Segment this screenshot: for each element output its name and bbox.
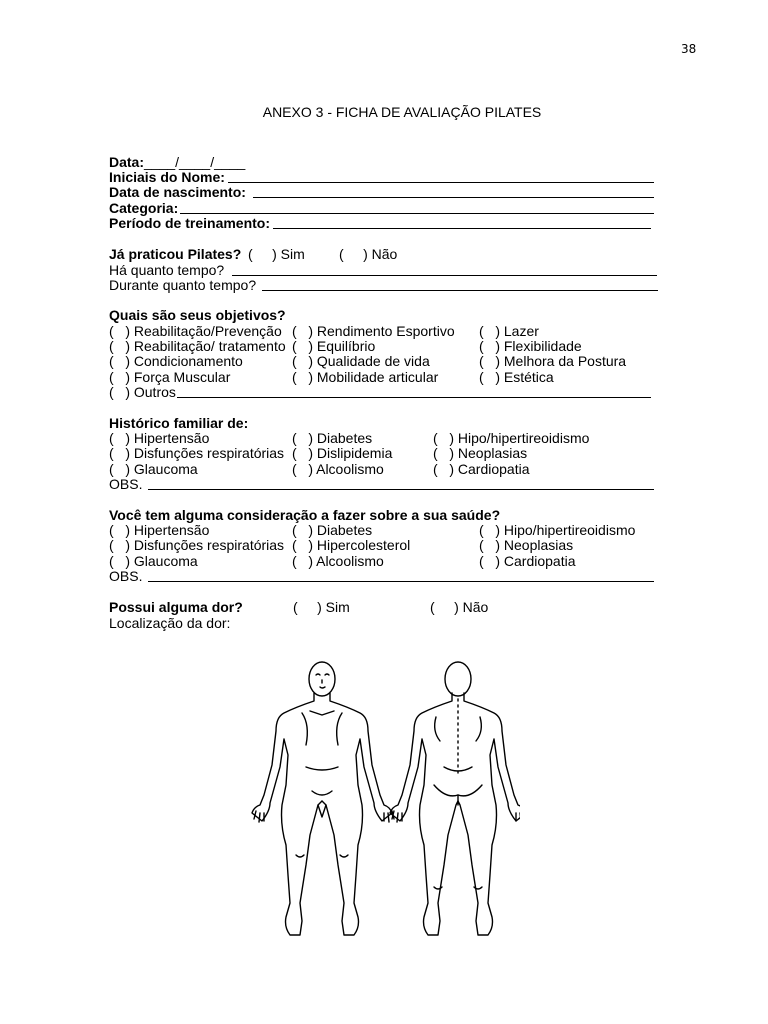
periodo-label: Período de treinamento: <box>109 215 271 231</box>
saude-hipertensao[interactable]: ( ) Hipertensão <box>109 522 210 538</box>
historico-cardiopatia[interactable]: ( ) Cardiopatia <box>433 461 530 477</box>
data-blanks: ____/____/____ <box>144 154 246 170</box>
page-number: 38 <box>681 42 697 56</box>
objetivo-forca-muscular[interactable]: ( ) Força Muscular <box>109 369 231 385</box>
saude-alcoolismo[interactable]: ( ) Alcoolismo <box>292 553 384 569</box>
page-title: ANEXO 3 - FICHA DE AVALIAÇÃO PILATES <box>262 104 542 120</box>
historico-dislipidemia[interactable]: ( ) Dislipidemia <box>292 445 393 461</box>
outros-line[interactable] <box>177 397 651 398</box>
durante-label: Durante quanto tempo? <box>109 277 257 293</box>
objetivo-condicionamento[interactable]: ( ) Condicionamento <box>109 353 243 369</box>
historico-hipo-hipertireoidismo[interactable]: ( ) Hipo/hipertireoidismo <box>433 430 590 446</box>
saude-diabetes[interactable]: ( ) Diabetes <box>292 522 373 538</box>
dor-nao-option[interactable]: ( ) Não <box>430 599 489 615</box>
historico-disfuncoes-respiratorias[interactable]: ( ) Disfunções respiratórias <box>109 445 285 461</box>
historico-diabetes[interactable]: ( ) Diabetes <box>292 430 373 446</box>
pilates-question: Já praticou Pilates? <box>109 246 242 262</box>
body-chart-front-back-icon[interactable] <box>240 655 520 955</box>
objetivos-question: Quais são seus objetivos? <box>109 307 286 323</box>
pilates-nao-option[interactable]: ( ) Não <box>339 246 398 262</box>
saude-disfuncoes-respiratorias[interactable]: ( ) Disfunções respiratórias <box>109 537 285 553</box>
objetivo-estetica[interactable]: ( ) Estética <box>479 369 554 385</box>
nascimento-line[interactable] <box>253 197 654 198</box>
nascimento-label: Data de nascimento: <box>109 184 246 200</box>
front-body-figure <box>252 662 394 935</box>
durante-line[interactable] <box>262 290 658 291</box>
saude-neoplasias[interactable]: ( ) Neoplasias <box>479 537 574 553</box>
ha-quanto-line[interactable] <box>232 275 657 276</box>
periodo-line[interactable] <box>273 228 651 229</box>
saude-glaucoma[interactable]: ( ) Glaucoma <box>109 553 198 569</box>
objetivo-lazer[interactable]: ( ) Lazer <box>479 323 539 339</box>
objetivo-rendimento-esportivo[interactable]: ( ) Rendimento Esportivo <box>292 323 455 339</box>
pilates-sim-option[interactable]: ( ) Sim <box>248 246 305 262</box>
saude-hipercolesterol[interactable]: ( ) Hipercolesterol <box>292 537 411 553</box>
objetivo-melhora-postura[interactable]: ( ) Melhora da Postura <box>479 353 627 369</box>
ha-quanto-label: Há quanto tempo? <box>109 262 225 278</box>
localizacao-label: Localização da dor: <box>109 615 231 631</box>
saude-cardiopatia[interactable]: ( ) Cardiopatia <box>479 553 576 569</box>
historico-obs-line[interactable] <box>148 489 654 490</box>
saude-question: Você tem alguma consideração a fazer sobre a sua saúde? <box>109 507 501 523</box>
objetivo-outros[interactable]: ( ) Outros <box>109 384 176 400</box>
historico-glaucoma[interactable]: ( ) Glaucoma <box>109 461 198 477</box>
historico-alcoolismo[interactable]: ( ) Alcoolismo <box>292 461 384 477</box>
objetivo-reabilitacao-prevencao[interactable]: ( ) Reabilitação/Prevenção <box>109 323 282 339</box>
historico-neoplasias[interactable]: ( ) Neoplasias <box>433 445 528 461</box>
objetivo-mobilidade-articular[interactable]: ( ) Mobilidade articular <box>292 369 439 385</box>
historico-question: Histórico familiar de: <box>109 415 249 431</box>
objetivo-equilibrio[interactable]: ( ) Equilíbrio <box>292 338 376 354</box>
iniciais-line[interactable] <box>228 182 654 183</box>
dor-question: Possui alguma dor? <box>109 599 243 615</box>
categoria-line[interactable] <box>180 213 654 214</box>
iniciais-label: Iniciais do Nome: <box>109 169 225 185</box>
data-label: Data: <box>109 154 145 170</box>
historico-hipertensao[interactable]: ( ) Hipertensão <box>109 430 210 446</box>
saude-obs-line[interactable] <box>148 581 654 582</box>
data-field[interactable] <box>109 154 245 170</box>
objetivo-qualidade-de-vida[interactable]: ( ) Qualidade de vida <box>292 353 430 369</box>
saude-hipo-hipertireoidismo[interactable]: ( ) Hipo/hipertireoidismo <box>479 522 636 538</box>
saude-obs-label: OBS. <box>109 568 143 584</box>
historico-obs-label: OBS. <box>109 476 143 492</box>
dor-sim-option[interactable]: ( ) Sim <box>293 599 350 615</box>
back-body-figure <box>390 662 520 935</box>
objetivo-flexibilidade[interactable]: ( ) Flexibilidade <box>479 338 582 354</box>
categoria-label: Categoria: <box>109 200 179 216</box>
objetivo-reabilitacao-tratamento[interactable]: ( ) Reabilitação/ tratamento <box>109 338 286 354</box>
